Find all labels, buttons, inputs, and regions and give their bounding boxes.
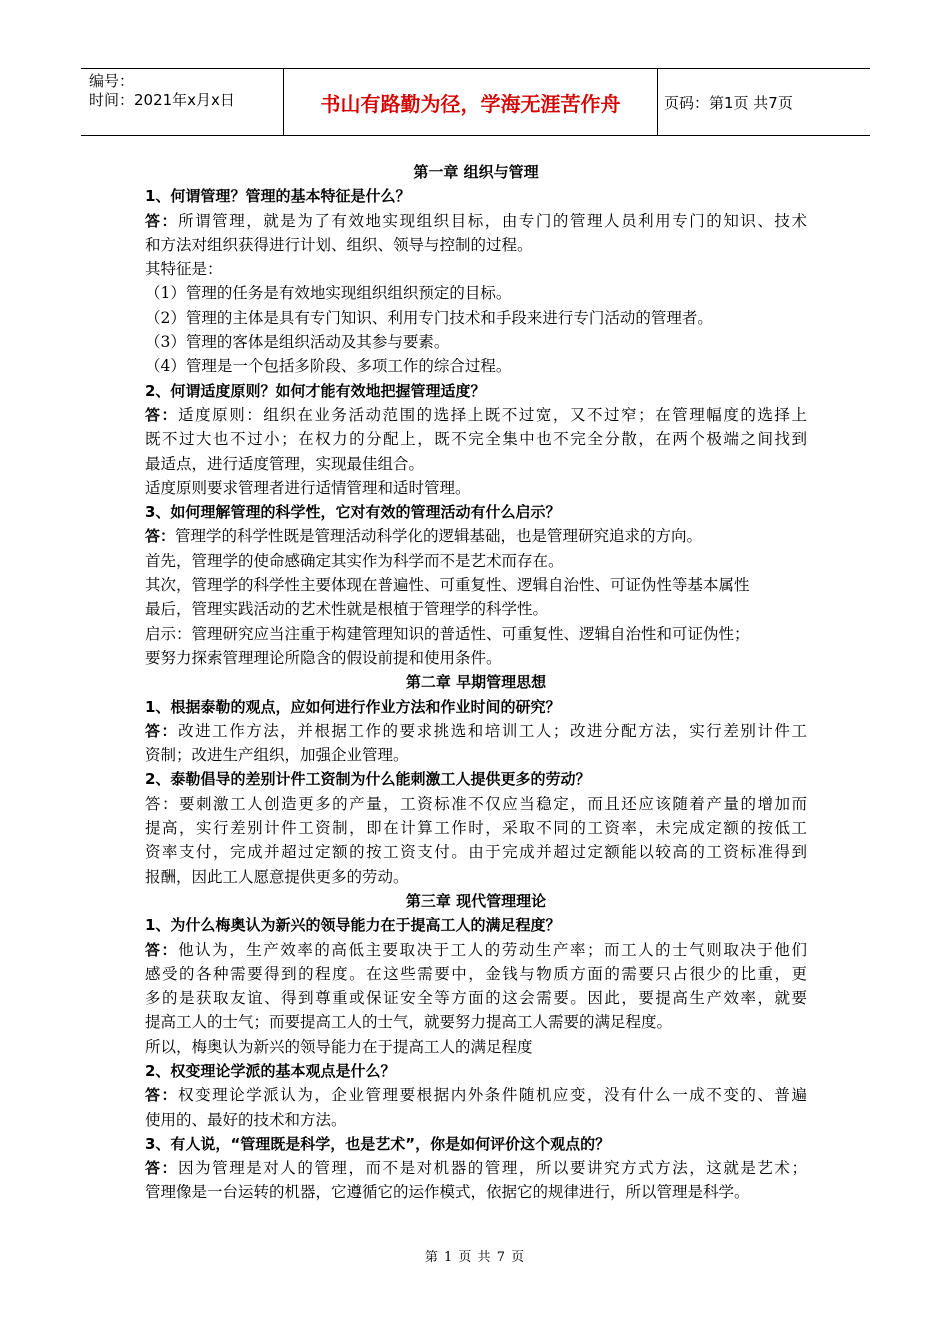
answer-text: 他认为，生产效率的高低主要取决于工人的劳动生产率；而工人的士气则取决于他们 — [178, 940, 807, 959]
paragraph-line: 最适点，进行适度管理，实现最佳组合。 — [145, 454, 425, 473]
paragraph-line: 报酬，因此工人愿意提供更多的劳动。 — [145, 867, 409, 886]
answer-prefix: 答： — [145, 405, 179, 424]
paragraph-line: 最后，管理实践活动的艺术性就是根植于管理学的科学性。 — [145, 600, 549, 619]
list-item: （2）管理的主体是具有专门知识、利用专门技术和手段来进行专门活动的管理者。 — [145, 308, 713, 327]
answer-prefix: 答： — [145, 940, 179, 959]
answer-line — [145, 1083, 807, 1107]
question-heading: 3、如何理解管理的科学性，它对有效的管理活动有什么启示？ — [145, 503, 561, 522]
paragraph-line: 首先，管理学的使命感确定其实作为科学而不是艺术而存在。 — [145, 551, 564, 570]
paragraph-line: 要努力探索管理理论所隐含的假设前提和使用条件。 — [145, 648, 502, 667]
document-number-label: 编号： — [89, 72, 135, 90]
paragraph-line: 多的是获取友谊、得到尊重或保证安全等方面的这会需要。因此，要提高生产效率，就要 — [145, 989, 807, 1008]
answer-line — [145, 1156, 807, 1180]
list-item: （3）管理的客体是组织活动及其参与要素。 — [145, 333, 450, 352]
header-page-code: 页码：第1页 共7页 — [664, 93, 793, 112]
question-heading: 2、权变理论学派的基本观点是什么？ — [145, 1061, 396, 1080]
paragraph-line: 其次，管理学的科学性主要体现在普遍性、可重复性、逻辑自治性、可证伪性等基本属性 — [145, 576, 750, 595]
chapter-title: 第二章 早期管理思想 — [405, 673, 547, 692]
answer-text: 管理学的科学性既是管理活动科学化的逻辑基础，也是管理研究追求的方向。 — [175, 527, 703, 546]
answer-text: 因为管理是对人的管理，而不是对机器的管理，所以要讲究方式方法，这就是艺术； — [178, 1159, 807, 1178]
header-left-cell — [81, 69, 284, 135]
header-motto: 书山有路勤为径，学海无涯苦作舟 — [284, 69, 658, 135]
answer-line — [145, 719, 807, 743]
answer-text: 改进工作方法，并根据工作的要求挑选和培训工人；改进分配方法，实行差别计件工 — [178, 721, 807, 740]
answer-line — [145, 524, 807, 548]
paragraph-line: 和方法对组织获得进行计划、组织、领导与控制的过程。 — [145, 235, 533, 254]
answer-prefix: 答： — [145, 1086, 179, 1105]
chapter-title: 第三章 现代管理理论 — [405, 891, 547, 910]
paragraph-line: 所以，梅奥认为新兴的领导能力在于提高工人的满足程度 — [145, 1037, 533, 1056]
paragraph-line: 提高，实行差别计件工资制，即在计算工作时，采取不同的工资率，未完成定额的按低工 — [145, 819, 807, 838]
paragraph-line: 感受的各种需要得到的程度。在这些需要中，金钱与物质方面的需要只占很少的比重，更 — [145, 964, 807, 983]
paragraph-line: 答：要刺激工人创造更多的产量，工资标准不仅应当稳定，而且还应该随着产量的增加而 — [145, 794, 807, 813]
paragraph-line: 适度原则要求管理者进行适情管理和适时管理。 — [145, 478, 471, 497]
page-footer: 第 1 页 共 7 页 — [424, 1250, 526, 1265]
paragraph-line: 提高工人的士气；而要提高工人的士气，就要努力提高工人需要的满足程度。 — [145, 1013, 673, 1032]
question-heading: 1、何谓管理？管理的基本特征是什么？ — [145, 187, 411, 206]
answer-text: 适度原则：组织在业务活动范围的选择上既不过宽，又不过窄；在管理幅度的选择上 — [178, 405, 807, 424]
chapter-title: 第一章 组织与管理 — [413, 163, 539, 181]
answer-line — [145, 938, 807, 962]
paragraph-line: 资制；改进生产组织，加强企业管理。 — [145, 746, 409, 765]
paragraph-line: 启示：管理研究应当注重于构建管理知识的普适性、可重复性、逻辑自治性和可证伪性； — [145, 624, 750, 643]
paragraph-line: 使用的、最好的技术和方法。 — [145, 1110, 347, 1129]
paragraph-line: 既不过大也不过小；在权力的分配上，既不完全集中也不完全分散，在两个极端之间找到 — [145, 430, 807, 449]
question-heading: 2、泰勒倡导的差别计件工资制为什么能刺激工人提供更多的劳动？ — [145, 770, 591, 789]
paragraph-line: 管理像是一台运转的机器，它遵循它的运作模式，依据它的规律进行，所以管理是科学。 — [145, 1183, 750, 1202]
paragraph-line: 其特征是： — [145, 260, 223, 279]
question-heading: 3、有人说，“管理既是科学，也是艺术”，你是如何评价这个观点的？ — [145, 1134, 611, 1153]
answer-prefix: 答： — [145, 721, 179, 740]
list-item: （4）管理是一个包括多阶段、多项工作的综合过程。 — [145, 357, 512, 376]
header-table — [81, 68, 870, 136]
answer-text: 权变理论学派认为，企业管理要根据内外条件随机应变，没有什么一成不变的、普遍 — [178, 1086, 807, 1105]
answer-prefix: 答： — [145, 1159, 179, 1178]
answer-prefix: 答： — [145, 211, 179, 230]
answer-text: 所谓管理，就是为了有效地实现组织目标，由专门的管理人员利用专门的知识、技术 — [178, 211, 807, 230]
answer-prefix: 答： — [145, 527, 176, 546]
document-time-label: 时间：2021年x月x日 — [89, 91, 235, 109]
document-body — [145, 160, 807, 1205]
question-heading: 2、何谓适度原则？如何才能有效地把握管理适度？ — [145, 381, 486, 400]
paragraph-line: 资率支付，完成并超过定额的按工资支付。由于完成并超过定额能以较高的工资标准得到 — [145, 843, 807, 862]
answer-line — [145, 403, 807, 427]
question-heading: 1、根据泰勒的观点，应如何进行作业方法和作业时间的研究？ — [145, 697, 561, 716]
list-item: （1）管理的任务是有效地实现组织组织预定的目标。 — [145, 284, 512, 303]
question-heading: 1、为什么梅奥认为新兴的领导能力在于提高工人的满足程度？ — [145, 916, 561, 935]
answer-line — [145, 209, 807, 233]
